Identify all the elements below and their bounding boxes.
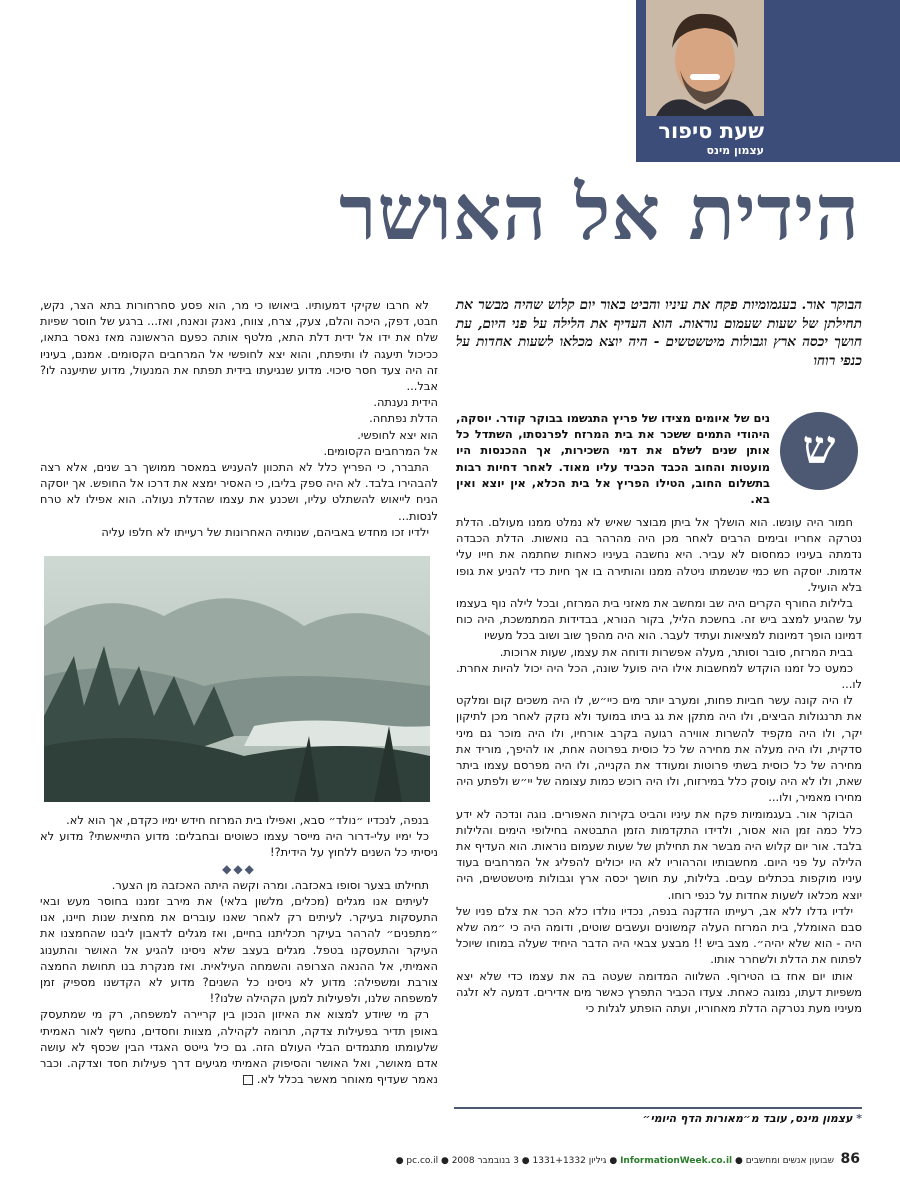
poem-line: אל המרחבים הקסומים. (323, 443, 438, 458)
footer-brand: InformationWeek.co.il (620, 1156, 733, 1166)
paragraph: ילדיו זכו מחדש באביהם, שנותיה האחרונות של רעייתו לא חלפו עליה (101, 524, 429, 539)
page-footer (40, 1151, 860, 1171)
paragraph: בלילות החורף הקרים היה שב ומחשב את מאזני בית המרזח, ובכל לילה נוף בעצמו על שהגיע למצב ביש זה. בחשכת הליל, בקור הנורא, בבדידות המתמשכת, היה כוח דמיונו הופך דמיונות למציאות ועתיד לעבר. הוא היה מהפך שוב ושוב בכל מעשיו (456, 596, 862, 643)
footer-date: 3 בנובמבר 2008 (451, 1156, 519, 1166)
paragraph: ילדיו גדלו ללא אב, רעייתו הזדקנה בנפה, נכדיו נולדו כלא הכר את צלם פניו של סבם האומלל, בית המרזח העלה קמשונים ועשבים שוטים, ודומה היה כי ״מה שלא היה - הוא שלא יהיה״. מצב ביש !! מבצע צבאי היה הדבר היחיד שעלה במוחו שיוכל לפתוח את הדלת ולשחרר אותו. (456, 903, 862, 967)
end-mark-icon (243, 1075, 253, 1085)
paragraph: התברר, כי הפריץ כלל לא התכוון להעניש במאסר ממושך רב שנים, אלא רצה להבהירו בלבד. לא היה ספק בליבו, כי האסיר ימצא את דרכו אל החופש. אך יוסקה הניח לייאוש להשתלט עליו, ושכנע את עצמו שהדלת נעולה. הוא אפילו לא טרח לנסות... (40, 460, 438, 523)
footer-site: pc.co.il (406, 1156, 439, 1166)
article-title: הידית אל האושר (339, 168, 860, 257)
paragraph: כל ימיו עלי-דרור היה מייסר עצמו כשוטים ובחבלים: מדוע התייאשתי? מדוע לא ניסיתי כל השנים ללחוץ על הידית?! (40, 829, 438, 860)
article-lead: הבוקר אור. בעגמומיות פקח את עיניו והביט באור יום קלוש שהיה מבשר את תחילתן של שעות שעמום נוראות. הוא העדיף את הלילה על פני היום, עת חושך יכסה ארץ וגבולות מיטשטשים - היה יוצא מכלאו לשעות אחדות על כנפי רוחו (456, 297, 862, 369)
right-column-body (456, 514, 862, 1016)
author-photo (646, 0, 764, 116)
dropcap-letter: ש (802, 420, 836, 474)
footer-issue: גיליון 1331+1332 (532, 1156, 607, 1166)
paragraph: חמור היה עונשו. הוא הושלך אל ביתן מבוצר שאיש לא נמלט ממנו מעולם. הדלת נטרקה אחריו ובימים הרבים לאחר מכן היה מהרהר בה נואשות. הדלת הכבדה נדמתה בעיניו כמחסום לא עביר. היא נחשבה בעיניו כאחות שחתמה את חייו עלי אדמות. יוסקה חש כמי שנשמתו ניטלה ממנו והותירה בו אך חיות כדי להניע את גופו בלא הועיל. (456, 515, 862, 594)
paragraph: בבית המרזח, סובר וסותר, מעלה אפשרות ודוחה את עצמו, שעות ארוכות. (499, 644, 853, 659)
paragraph: בנפה, לנכדיו ״נולד״ סבא, ואפילו בית המרזח חידש ימיו כקדם, אך הוא לא. (66, 813, 429, 827)
footer-text: שבועון אנשים ומחשבים ● InformationWeek.co.il ● גיליון 1331+1332 ● 3 בנובמבר 2008 ● pc.co.il ● (395, 1156, 834, 1166)
poem-line: הדלת נפתחה. (369, 411, 438, 426)
author-name: עצמון מינס (706, 144, 764, 157)
paragraph: אותו יום אחז בו הטירוף. השלווה המדומה שעטה בה את עצמו כדי שלא יצא משפיות דעתו, נמוגה כאחת. צעדו הכביר התפרץ כאשר מים אדירים. דמעה לא זלגה מעיניו מעת נטרקה הדלת מאחוריו, ועתה הופתע לגלות כי (456, 968, 862, 1016)
paragraph: לא חרבו שקיקי דמעותיו. ביאושו כי מר, הוא פסע סחרחורות בתא הצר, נקש, חבט, דפק, היכה והלם, צעק, צרח, צווח, נאנק ונאנח, ואז... ברגע של חוסר שפיות שלח את ידו אל ידית דלת התא, מלטף אותה כפעם הראשונה מאז נאסר בתאו, ככיכול תיעגה לו ותיפתח, והוא יצא לחופשי אל המרחבים הקסומים. אמנם, בעיניו זה היה צעד חסר סיכוי. מדוע שנגיעתו בידית תפתח את המנעול, מדוע שתיענה לו? אבל... (40, 298, 438, 394)
page-number: 86 (840, 1151, 860, 1167)
section-divider-diamonds: ◆◆◆ (222, 861, 256, 876)
left-column-bottom (40, 812, 438, 1087)
paragraph: לו היה קונה עשר חביות פחות, ומערב יותר מים כיי״ש, לו היה משכים קום ומלקט את תרנגולות הביצים, ולו היה מתקן את גג ביתו במועד ולא נזקק לאחר מכן לתיקון יקר, ולו היה מקפיד להשרות אווירה רגועה בקרב אורחיו, ולו היה מוכר גם מיני סדקית, ולו היה מעלה את מחירה של כל כוסית בפרוטה אחת, או להיפך, מוריד את מחירה של כל כוסית בשתי פרוטות ומעודד את הקנייה, ולו היה מפרסם עצמו ביתר שאת, ולו לא היה עוסק כלל במירזוח, ולו היה רוכש כמות עצומה של יי״ש ולפתע היה מחירו מאמיר, ולו... (456, 693, 862, 805)
intro-paragraph: נים של איומים מצידו של פריץ התגשמו בבוקר קודר. יוסקה, היהודי התמים ששכר את בית המרזח לפרנסתו, השתדל כל אותן שנים לשלם את דמי השכירות, אך ההכנסות היו מועטות והחוב הכבד הכביד עליו מאוד. לאחר דחיות רבות בתשלום החוב, הטילו הפריץ אל בית הכלא, אין יוצא ואין בא. (456, 411, 770, 507)
paragraph: כמעט כל זמנו הוקדש למחשבות אילו היה פועל שונה, הכל היה יכול להיות אחרת. לו... (456, 660, 862, 692)
paragraph: לעיתים אנו מגלים (מכלים, מלשון בלאי) את מירב זמננו בחוסר מעש ובאי התעסקות בעיקר. לעיתים רק לאחר שאנו עוברים את מחצית שנות חיינו, אנו ״מתפנים״ להרהר בעיקר תכליתנו בחיים, ואז מגלים לדאבון ליבנו שהחמצנו את העיקר והתעסקנו בטפל. מגלים בעצב שלא ניסינו להגיע אל האושר והתענוג האמיתי, אל ההנאה הצרופה והשמחה העילאית. ואז מנקרת בנו תחושת החמצה צורבת ומשפילה: מדוע לא ניסינו כל השנים? מדוע לא הקדשנו מספיק זמן למשפחה שלנו, ולפעילות למען הקהילה שלנו?! (40, 894, 438, 1006)
intro-block (456, 410, 862, 507)
paragraph: הבוקר אור. בעגמומיות פקח את עיניו והביט בקירות האפורים. נוגה ונדכה לא ידע כלל כמה זמן הוא אסור, ולדידו התקדמות הזמן התבטאה בחילופי הימים והלילות בלבד. אור יום קלוש היה מבשר את תחילתן של שעות שעמום נוראות. הוא העדיף את הלילה על פני היום. מחשבותיו והרהוריו לא היו יכולים להפליג אל המרחבים בעוד עיניו מוקפות בכתלים עבים. בלילות, עת חושך יכסה ארץ וגבולות מיטשטשים, היה יוצא מכלאו לשעות אחדות על כנפי רוחו. (456, 806, 862, 902)
author-credit-text: עצמון מינס, עובד מ״מאורות הדף היומי״ (642, 1112, 853, 1125)
footer-publication: שבועון אנשים ומחשבים (745, 1156, 834, 1166)
final-paragraph-text: רק מי שיודע למצוא את האיזון הנכון בין קריירה למשפחה, רק מי שמתעסק באופן תדיר בפעילות צדקה, תרומה לקהילה, מצוות וחסדים, נחשף לאור האמיתי שלעומתו מתגמדים הבלי העולם הזה. גם כיל גייטס האגדי הבין שכסף לא עושה אדם מאושר, ואל האושר והסיפוק האמיתי מגיעים דרך פעילות חסד וצדקה. וכבר נאמר שעדיף מאוחר מאשר בכלל לא. (40, 1007, 438, 1087)
footnote-star-icon: * (852, 1112, 862, 1125)
poem-line: הוא יצא לחופשי. (357, 427, 438, 442)
poem-line: הידית נענתה. (373, 395, 438, 410)
misty-forest-image (44, 556, 430, 802)
credit-rule (454, 1107, 862, 1109)
author-credit (643, 1112, 862, 1125)
left-column-top (40, 297, 438, 540)
dropcap (776, 410, 862, 498)
paragraph: תחילתו בצער וסופו באכזבה. ומרה וקשה היתה האכזבה מן הצער. (111, 877, 429, 892)
column-name: שעת סיפור (658, 119, 764, 143)
paragraph (40, 1006, 438, 1087)
